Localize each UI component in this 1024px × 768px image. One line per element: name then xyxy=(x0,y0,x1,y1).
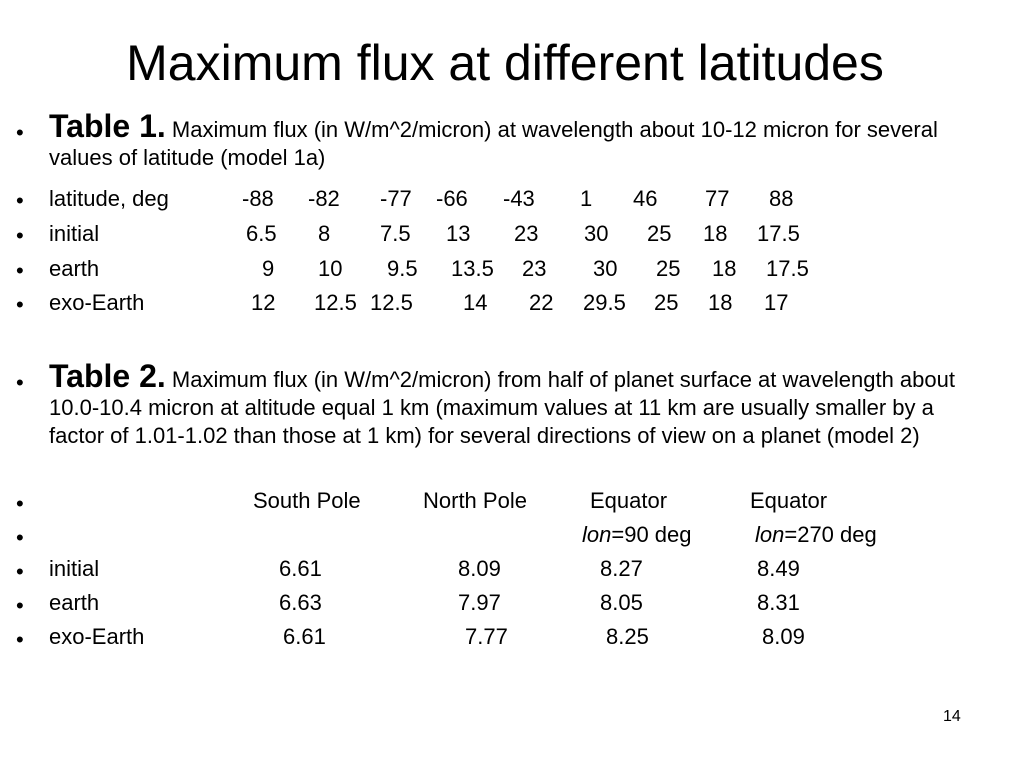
table1-cell: 12.5 xyxy=(314,290,357,315)
bullet-t1-row1: • xyxy=(16,258,24,283)
slide-title: Maximum flux at different latitudes xyxy=(126,35,884,91)
table1-cell: 13.5 xyxy=(451,256,494,281)
table1-header-label: latitude, deg xyxy=(49,186,169,211)
table1-cell: -88 xyxy=(242,186,274,211)
table2-col-south-pole: South Pole xyxy=(253,488,361,513)
bullet-table1: • xyxy=(16,120,24,145)
table1-cell: 18 xyxy=(712,256,737,281)
bullet-t1-row2: • xyxy=(16,292,24,317)
table1-cell: 46 xyxy=(633,186,658,211)
table1-caption-block xyxy=(49,108,989,172)
table2-cell: 8.49 xyxy=(757,556,800,581)
table1-cell: -82 xyxy=(308,186,340,211)
lon-italic: lon xyxy=(582,522,612,547)
table2-cell: 8.09 xyxy=(762,624,805,649)
table2-lon-90 xyxy=(582,522,692,548)
table1-cell: 23 xyxy=(522,256,547,281)
table2-row-label: initial xyxy=(49,556,100,581)
bullet-t1-header: • xyxy=(16,188,24,213)
table2-lon-270 xyxy=(755,522,877,548)
table1-cell: 10 xyxy=(318,256,343,281)
table1-cell: 12.5 xyxy=(370,290,413,315)
table1-row-label: earth xyxy=(49,256,100,281)
table1-cell: 17.5 xyxy=(766,256,809,281)
table1-cell: 1 xyxy=(580,186,593,211)
table2-cell: 8.05 xyxy=(600,590,643,615)
table1-cell: 9 xyxy=(262,256,275,281)
table2-cell: 8.27 xyxy=(600,556,643,581)
table1-cell: 13 xyxy=(446,221,471,246)
table1-cell: 17 xyxy=(764,290,789,315)
table1-cell: -43 xyxy=(503,186,535,211)
table1-cell: 30 xyxy=(593,256,618,281)
table2-col-north-pole: North Pole xyxy=(423,488,527,513)
table1-cell: 22 xyxy=(529,290,554,315)
table2-caption: Maximum flux (in W/m^2/micron) from half of planet surface at wavelength about 10.0-10.4 micron at altitude equal 1 km (maximum values at 11 km are usually smaller by a factor of 1.01-1.02 than those at 1 km) for several directions of view on a planet (model 2) xyxy=(49,367,955,448)
table1-cell: 18 xyxy=(708,290,733,315)
table1-cell: 88 xyxy=(769,186,794,211)
table2-cell: 6.61 xyxy=(283,624,326,649)
table1-cell: -77 xyxy=(380,186,412,211)
table1-cell: 12 xyxy=(251,290,276,315)
table2-cell: 8.25 xyxy=(606,624,649,649)
bullet-t2-row2: • xyxy=(16,627,24,652)
table1-cell: 25 xyxy=(654,290,679,315)
lon-value: =270 deg xyxy=(784,522,877,547)
table1-row-label: initial xyxy=(49,221,100,246)
table1-cell: 8 xyxy=(318,221,331,246)
lon-italic: lon xyxy=(755,522,785,547)
table1-caption: Maximum flux (in W/m^2/micron) at wavelength about 10-12 micron for several values of latitude (model 1a) xyxy=(49,117,938,170)
table2-col-equator-270: Equator xyxy=(750,488,828,513)
bullet-t1-row0: • xyxy=(16,223,24,248)
lon-value: =90 deg xyxy=(611,522,692,547)
table2-cell: 8.31 xyxy=(757,590,800,615)
table2-row-label: exo-Earth xyxy=(49,624,145,649)
table1-row-label: exo-Earth xyxy=(49,290,145,315)
table1-cell: 14 xyxy=(463,290,488,315)
table1-cell: 23 xyxy=(514,221,539,246)
table2-cell: 6.61 xyxy=(279,556,322,581)
table1-cell: 25 xyxy=(656,256,681,281)
bullet-t2-row0: • xyxy=(16,559,24,584)
table2-cell: 8.09 xyxy=(458,556,501,581)
table1-cell: -66 xyxy=(436,186,468,211)
table1-heading: Table 1. xyxy=(49,108,166,144)
table1-cell: 30 xyxy=(584,221,609,246)
table1-cell: 25 xyxy=(647,221,672,246)
table1-cell: 18 xyxy=(703,221,728,246)
table2-cell: 6.63 xyxy=(279,590,322,615)
table2-cell: 7.97 xyxy=(458,590,501,615)
table1-cell: 29.5 xyxy=(583,290,626,315)
table2-heading: Table 2. xyxy=(49,358,166,394)
table2-caption-block xyxy=(49,358,989,450)
table2-cell: 7.77 xyxy=(465,624,508,649)
table1-cell: 6.5 xyxy=(246,221,277,246)
table1-cell: 7.5 xyxy=(380,221,411,246)
bullet-t2-lon: • xyxy=(16,525,24,550)
table1-cell: 9.5 xyxy=(387,256,418,281)
table2-col-equator-90: Equator xyxy=(590,488,668,513)
bullet-table2: • xyxy=(16,370,24,395)
table1-cell: 17.5 xyxy=(757,221,800,246)
page-number: 14 xyxy=(943,708,961,725)
table1-cell: 77 xyxy=(705,186,730,211)
bullet-t2-header: • xyxy=(16,491,24,516)
bullet-t2-row1: • xyxy=(16,593,24,618)
table2-row-label: earth xyxy=(49,590,100,615)
